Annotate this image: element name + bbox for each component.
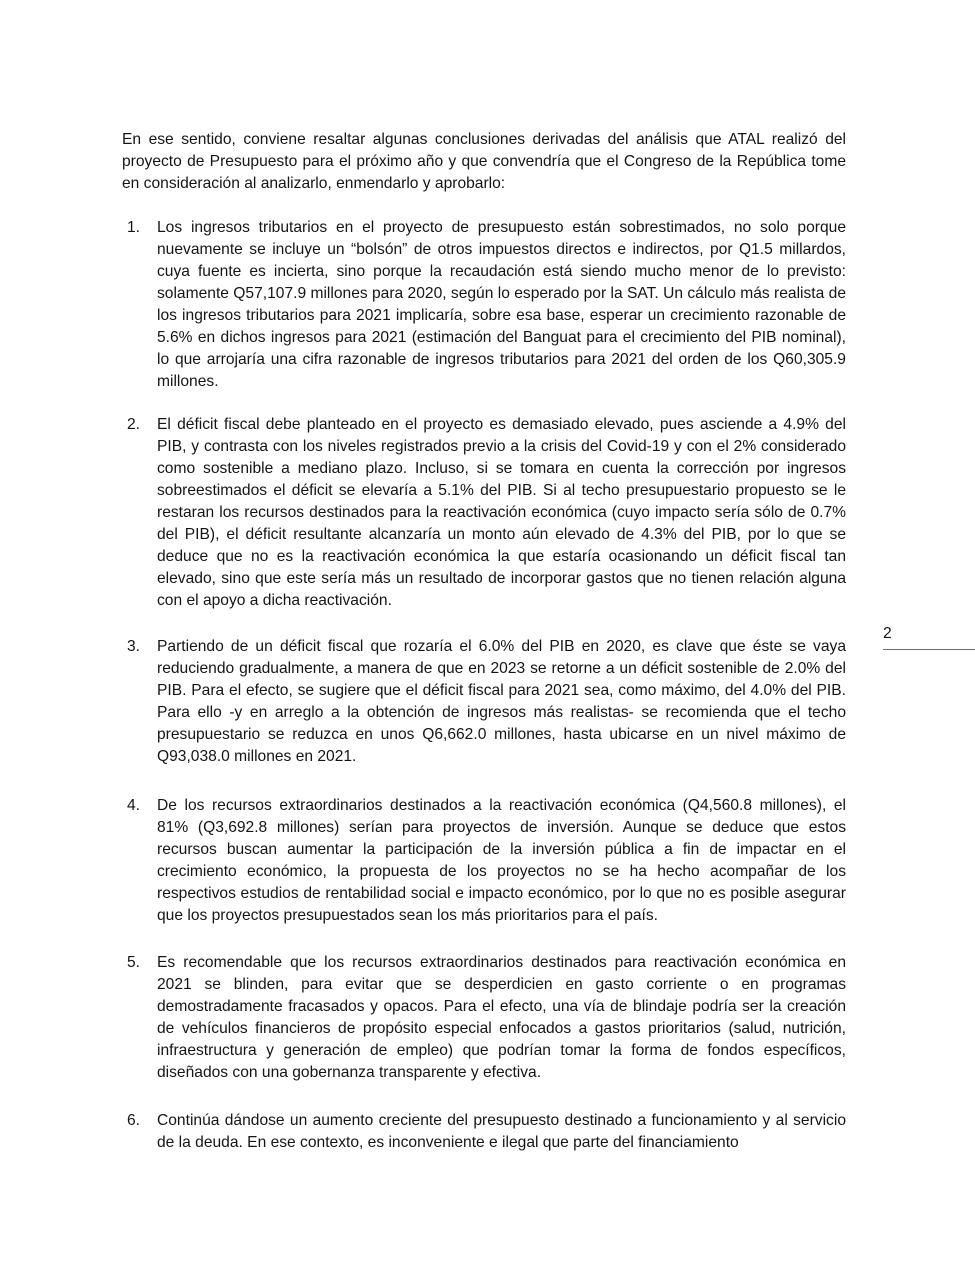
list-item-number: 6.: [127, 1112, 141, 1129]
list-item-number: 5.: [127, 954, 141, 971]
list-item: [122, 795, 846, 927]
list-item-number: 1.: [127, 219, 141, 236]
list-item: [122, 636, 846, 768]
list-item: [122, 414, 846, 612]
list-item-text: Partiendo de un déficit fiscal que rozaría el 6.0% del PIB en 2020, es clave que éste se vaya reduciendo gradualmente, a manera de que en 2023 se retorne a un déficit sostenible de 2.0% del PIB. Para el efecto, se sugiere que el déficit fiscal para 2021 sea, como máximo, del 4.0% del PIB. Para ello -y en arreglo a la obtención de ingresos más realistas- se recomienda que el techo presupuestario se reduzca en unos Q6,662.0 millones, hasta ubicarse en un nivel máximo de Q93,038.0 millones en 2021.: [157, 638, 846, 765]
page-number-rule: [883, 649, 975, 650]
list-item-text: El déficit fiscal debe planteado en el proyecto es demasiado elevado, pues asciende a 4.9% del PIB, y contrasta con los niveles registrados previo a la crisis del Covid-19 y con el 2% considerado como sostenible a mediano plazo. Incluso, si se tomara en cuenta la corrección por ingresos sobreestimados el déficit se elevaría a 5.1% del PIB. Si al techo presupuestario propuesto se le restaran los recursos destinados para la reactivación económica (cuyo impacto sería sólo de 0.7% del PIB), el déficit resultante alcanzaría un monto aún elevado de 4.3% del PIB, por lo que se deduce que no es la reactivación económica la que estaría ocasionando un déficit fiscal tan elevado, sino que este sería más un resultado de incorporar gastos que no tienen relación alguna con el apoyo a dicha reactivación.: [157, 416, 846, 609]
list-item: [122, 217, 846, 393]
list-item-number: 3.: [127, 638, 141, 655]
list-item: [122, 1110, 846, 1154]
list-item-number: 4.: [127, 797, 141, 814]
list-item-text: Los ingresos tributarios en el proyecto de presupuesto están sobrestimados, no solo porque nuevamente se incluye un “bolsón” de otros impuestos directos e indirectos, por Q1.5 millardos, cuya fuente es incierta, sino porque la recaudación está siendo mucho menor de lo previsto: solamente Q57,107.9 millones para 2020, según lo esperado por la SAT. Un cálculo más realista de los ingresos tributarios para 2021 implicaría, sobre esa base, esperar un crecimiento razonable de 5.6% en dichos ingresos para 2021 (estimación del Banguat para el crecimiento del PIB nominal), lo que arrojaría una cifra razonable de ingresos tributarios para 2021 del orden de los Q60,305.9 millones.: [157, 219, 846, 390]
list-item-number: 2.: [127, 416, 141, 433]
intro-paragraph: En ese sentido, conviene resaltar algunas conclusiones derivadas del análisis que ATAL realizó del proyecto de Presupuesto para el próximo año y que convendría que el Congreso de la República tome en consideración al analizarlo, enmendarlo y aprobarlo:: [122, 131, 846, 192]
list-item-text: De los recursos extraordinarios destinados a la reactivación económica (Q4,560.8 millones), el 81% (Q3,692.8 millones) serían para proyectos de inversión. Aunque se deduce que estos recursos buscan aumentar la participación de la inversión pública a fin de impactar en el crecimiento económico, la propuesta de los proyectos no se ha hecho acompañar de los respectivos estudios de rentabilidad social e impacto económico, por lo que no es posible asegurar que los proyectos presupuestados sean los más prioritarios para el país.: [157, 797, 846, 924]
list-item: [122, 952, 846, 1084]
page-number: 2: [883, 625, 892, 642]
list-item-text: Continúa dándose un aumento creciente del presupuesto destinado a funcionamiento y al servicio de la deuda. En ese contexto, es inconveniente e ilegal que parte del financiamiento: [157, 1112, 846, 1151]
list-item-text: Es recomendable que los recursos extraordinarios destinados para reactivación económica en 2021 se blinden, para evitar que se desperdicien en gasto corriente o en programas demostradamente fracasados y opacos. Para el efecto, una vía de blindaje podría ser la creación de vehículos financieros de propósito especial enfocados a gastos prioritarios (salud, nutrición, infraestructura y generación de empleo) que podrían tomar la forma de fondos específicos, diseñados con una gobernanza transparente y efectiva.: [157, 954, 846, 1081]
